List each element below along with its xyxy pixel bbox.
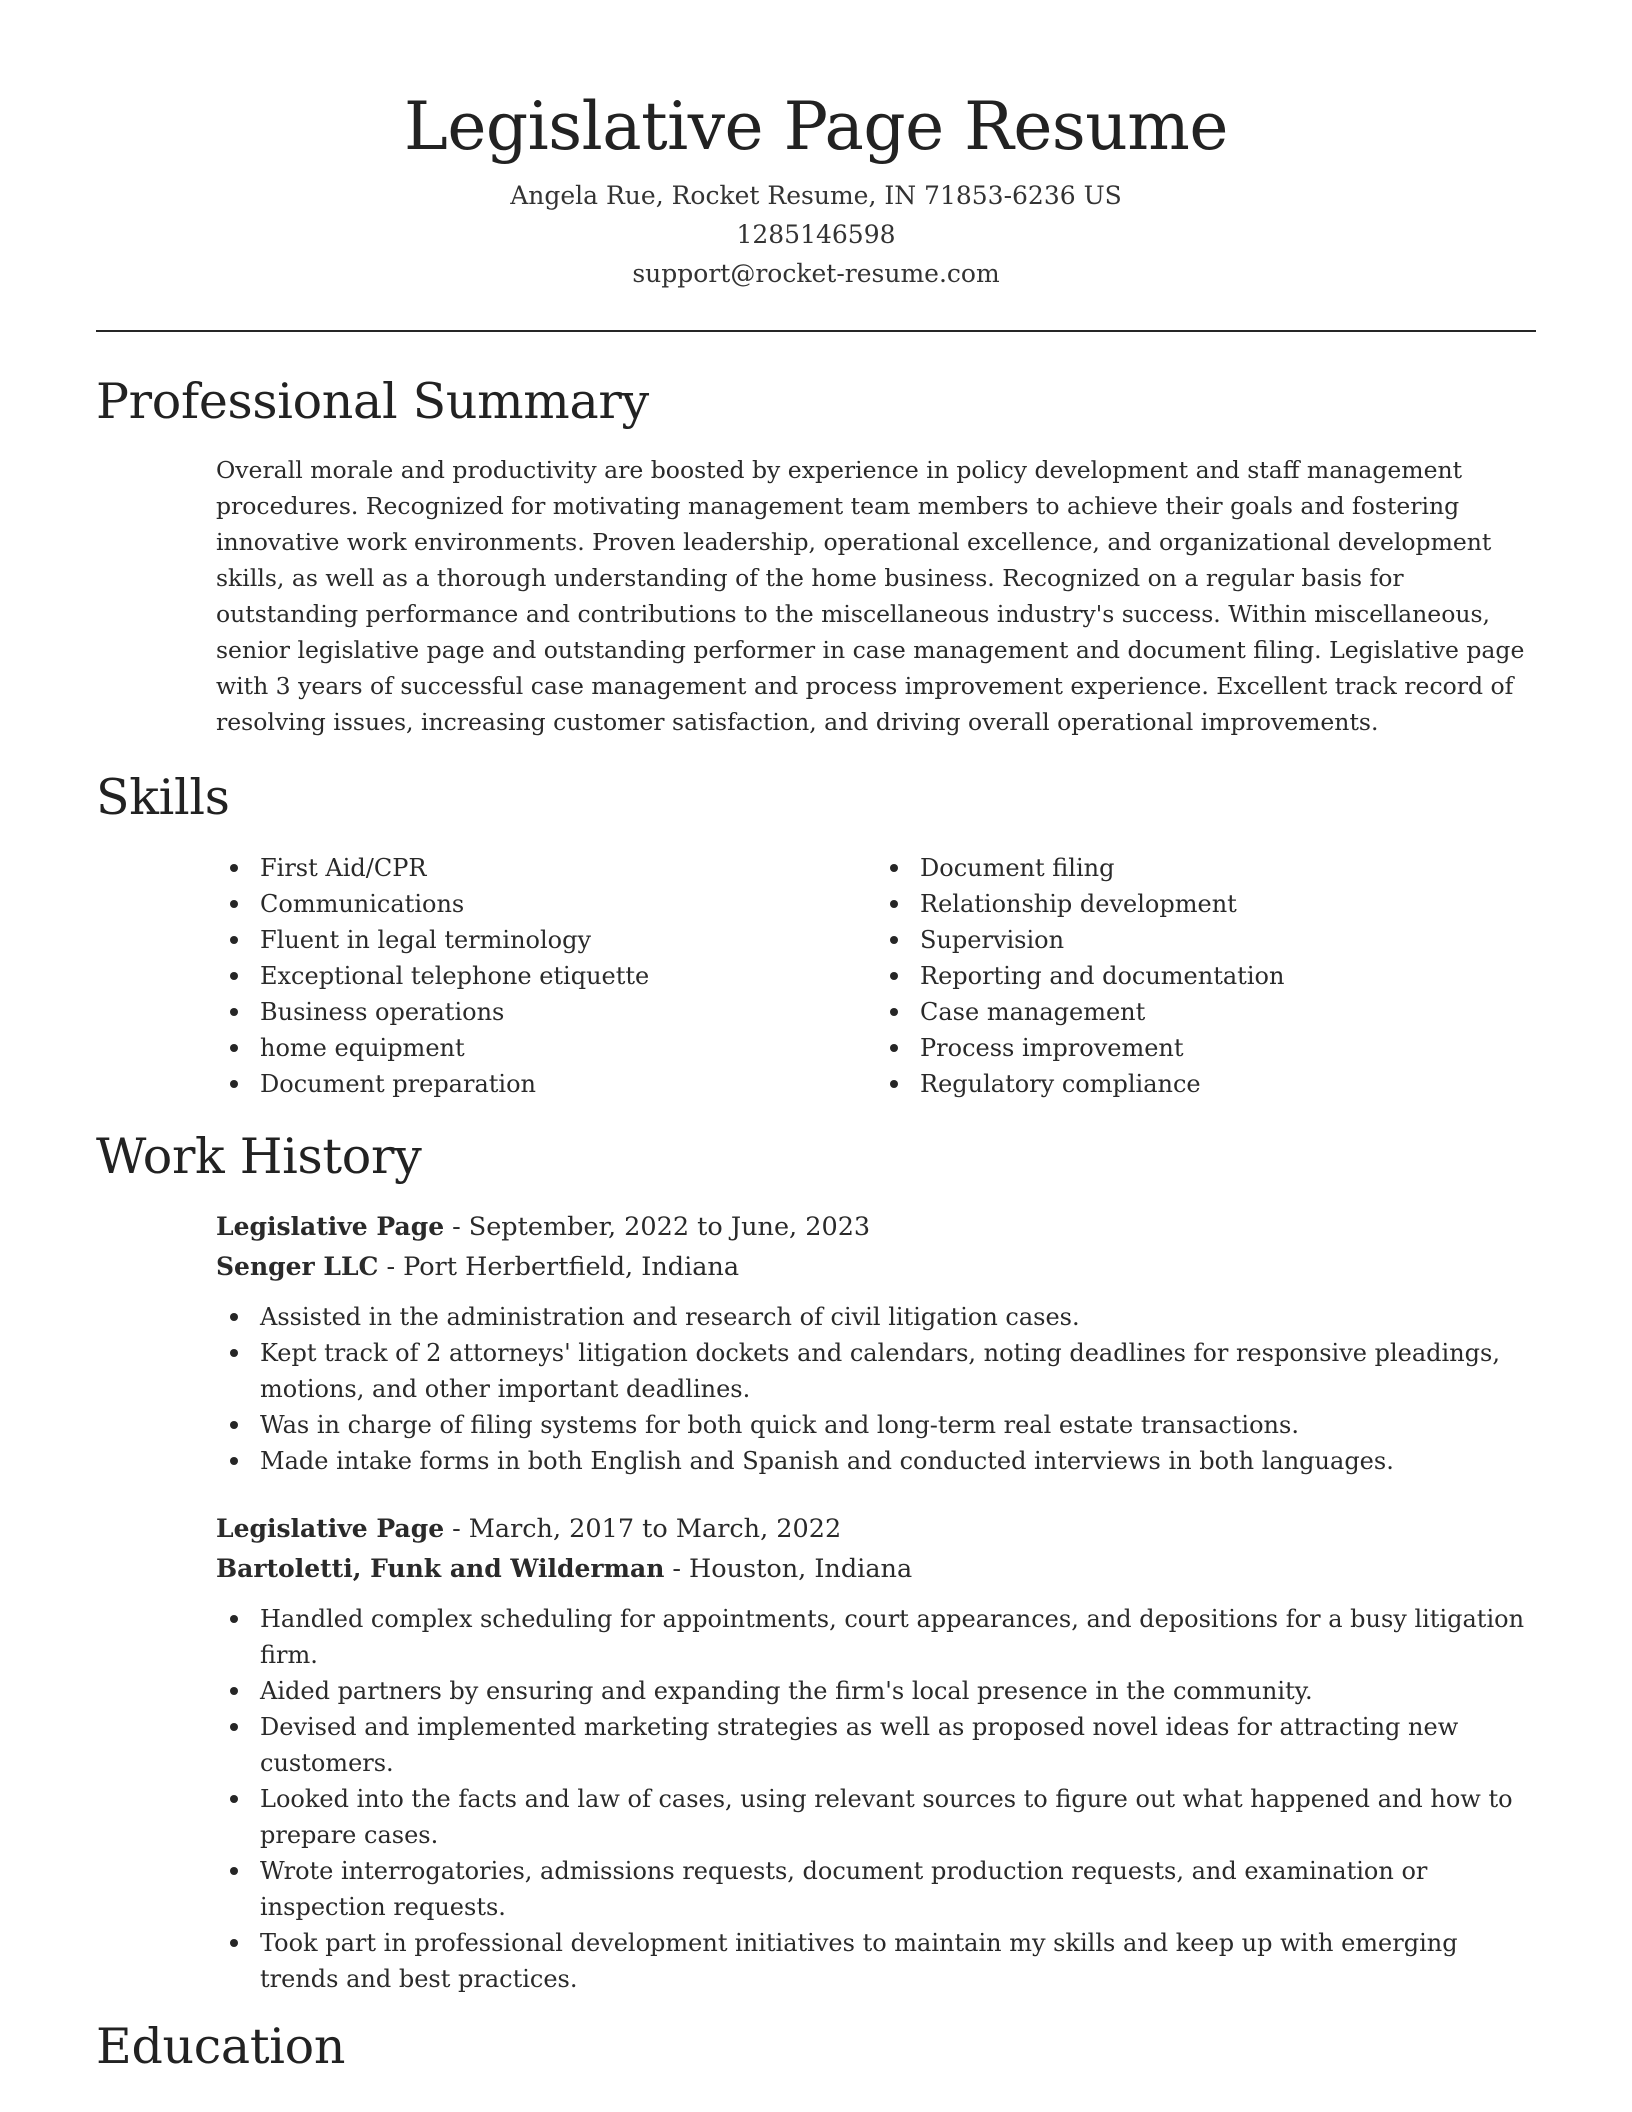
- job-duties: [216, 1299, 1536, 1479]
- contact-info: [96, 176, 1536, 293]
- bullet-icon: [230, 1723, 238, 1731]
- job-duties: [216, 1601, 1536, 1997]
- job-location: Port Herbertfield, Indiana: [403, 1252, 740, 1282]
- education-heading: Education: [96, 2018, 346, 2075]
- resume-page: [96, 0, 1536, 2077]
- bullet-icon: [230, 1044, 238, 1052]
- job-duty: Looked into the facts and law of cases, using relevant sources to figure out what happened and how to prepare cases.: [260, 1781, 1536, 1853]
- job-company: Bartoletti, Funk and Wilderman: [216, 1554, 665, 1583]
- skill-item: Case management: [920, 994, 1536, 1030]
- job-duty: Aided partners by ensuring and expanding the firm's local presence in the community.: [260, 1673, 1536, 1709]
- job-duty: Wrote interrogatories, admissions requests, document production requests, and examination or inspection requests.: [260, 1853, 1536, 1925]
- skill-item: Supervision: [920, 922, 1536, 958]
- bullet-icon: [230, 1080, 238, 1088]
- skill-item: Business operations: [260, 994, 876, 1030]
- skill-item: home equipment: [260, 1030, 876, 1066]
- bullet-icon: [230, 1939, 238, 1947]
- resume-title: Legislative Page Resume: [404, 88, 1228, 165]
- skill-item: Reporting and documentation: [920, 958, 1536, 994]
- job-dates: September, 2022 to June, 2023: [468, 1212, 871, 1242]
- job-role: Legislative Page: [216, 1212, 445, 1241]
- job-dates: March, 2017 to March, 2022: [468, 1514, 842, 1544]
- skill-item: Relationship development: [920, 886, 1536, 922]
- bullet-icon: [230, 864, 238, 872]
- job-entry: [216, 1207, 1536, 1479]
- job-company-line: Bartoletti, Funk and Wilderman - Houston, Indiana: [216, 1554, 913, 1584]
- contact-email: support@rocket-resume.com: [632, 259, 1000, 288]
- resume-header: [96, 0, 1536, 293]
- skill-item: Process improvement: [920, 1030, 1536, 1066]
- skill-item: Fluent in legal terminology: [260, 922, 876, 958]
- job-title-line: Legislative Page - March, 2017 to March, 2022: [216, 1514, 842, 1544]
- skill-item: Communications: [260, 886, 876, 922]
- bullet-icon: [890, 1044, 898, 1052]
- bullet-icon: [230, 1313, 238, 1321]
- bullet-icon: [890, 1080, 898, 1088]
- bullet-icon: [230, 936, 238, 944]
- bullet-icon: [230, 1615, 238, 1623]
- bullet-icon: [890, 864, 898, 872]
- job-duty: Handled complex scheduling for appointments, court appearances, and depositions for a busy litigation firm.: [260, 1601, 1536, 1673]
- skill-item: Regulatory compliance: [920, 1066, 1536, 1102]
- bullet-icon: [230, 1687, 238, 1695]
- work-history-heading: Work History: [96, 1128, 422, 1185]
- skills-list: [216, 850, 1536, 1102]
- bullet-icon: [230, 1008, 238, 1016]
- bullet-icon: [890, 1008, 898, 1016]
- skills-heading: Skills: [96, 769, 230, 826]
- skills-column-left: [216, 850, 876, 1102]
- skill-item: Document preparation: [260, 1066, 876, 1102]
- bullet-icon: [230, 1349, 238, 1357]
- header-divider: [96, 330, 1536, 332]
- job-duty: Was in charge of filing systems for both quick and long-term real estate transactions.: [260, 1407, 1536, 1443]
- bullet-icon: [230, 900, 238, 908]
- job-company: Senger LLC: [216, 1252, 379, 1281]
- bullet-icon: [230, 1867, 238, 1875]
- job-location: Houston, Indiana: [689, 1554, 913, 1584]
- skills-column-right: [876, 850, 1536, 1102]
- job-duty: Kept track of 2 attorneys' litigation dockets and calendars, noting deadlines for responsive pleadings, motions, and other important deadlines.: [260, 1335, 1536, 1407]
- skill-item: Document filing: [920, 850, 1536, 886]
- bullet-icon: [230, 1795, 238, 1803]
- job-company-line: Senger LLC - Port Herbertfield, Indiana: [216, 1252, 740, 1282]
- bullet-icon: [230, 1457, 238, 1465]
- job-title-line: Legislative Page - September, 2022 to June, 2023: [216, 1212, 871, 1242]
- job-duty: Devised and implemented marketing strategies as well as proposed novel ideas for attracting new customers.: [260, 1709, 1536, 1781]
- skill-item: First Aid/CPR: [260, 850, 876, 886]
- bullet-icon: [230, 972, 238, 980]
- summary-text: Overall morale and productivity are boosted by experience in policy development and staff management procedures. Recognized for motivating management team members to achieve their goals and fostering innovative work environments. Proven leadership, operational excellence, and organizational development skills, as well as a thorough understanding of the home business. Recognized on a regular basis for outstanding performance and contributions to the miscellaneous industry's success. Within miscellaneous, senior legislative page and outstanding performer in case management and document filing. Legislative page with 3 years of successful case management and process improvement experience. Excellent track record of resolving issues, increasing customer satisfaction, and driving overall operational improvements.: [216, 456, 1525, 736]
- bullet-icon: [230, 1421, 238, 1429]
- job-duty: Made intake forms in both English and Spanish and conducted interviews in both languages.: [260, 1443, 1536, 1479]
- contact-address: Angela Rue, Rocket Resume, IN 71853-6236 US: [510, 181, 1122, 210]
- skill-item: Exceptional telephone etiquette: [260, 958, 876, 994]
- job-role: Legislative Page: [216, 1514, 445, 1543]
- job-duty: Assisted in the administration and research of civil litigation cases.: [260, 1299, 1536, 1335]
- job-duty: Took part in professional development initiatives to maintain my skills and keep up with emerging trends and best practices.: [260, 1925, 1536, 1997]
- bullet-icon: [890, 972, 898, 980]
- contact-phone: 1285146598: [736, 220, 896, 249]
- job-entry: [216, 1509, 1536, 1997]
- summary-heading: Professional Summary: [96, 373, 649, 430]
- bullet-icon: [890, 936, 898, 944]
- bullet-icon: [890, 900, 898, 908]
